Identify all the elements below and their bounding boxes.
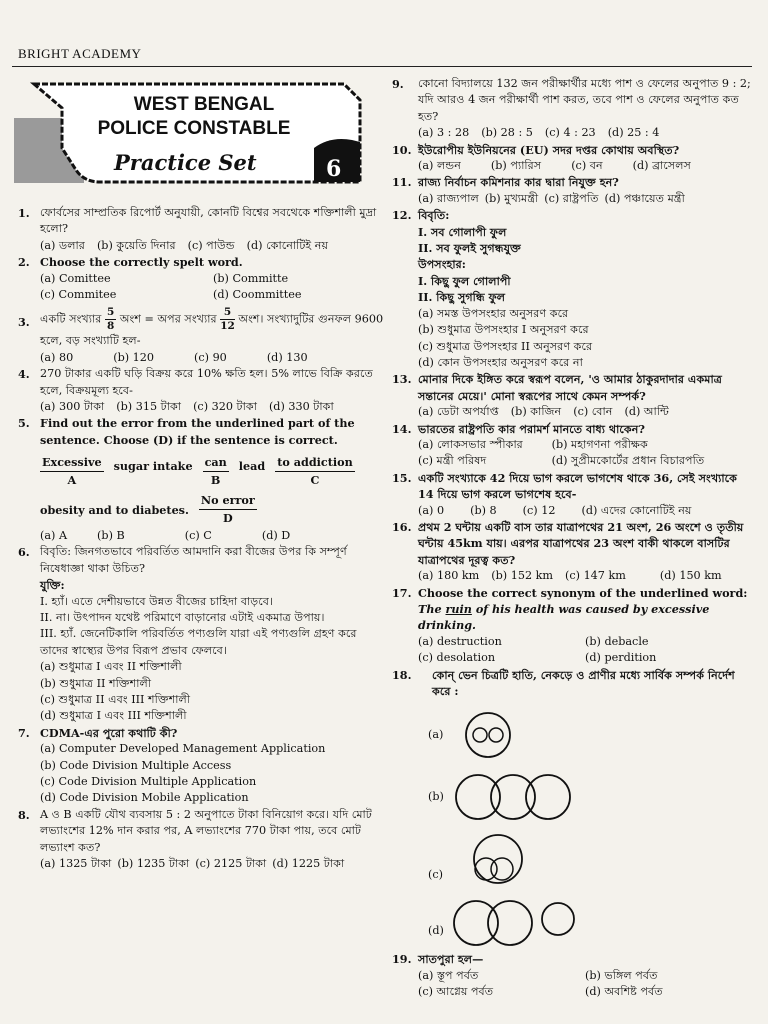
left-column [18, 205, 386, 872]
question-9: 9. কোনো বিদ্যালয়ে 132 জন পরীক্ষার্থীর মধ্যে পাশ ও ফেলের অনুপাত 9 : 2; যদি আরও 4 জন পরীক্ষার্থী পাশ করত, তবে পাশ ও ফেলের অনুপাত কত হত? (a) 3 : 28 (b) 28 : 5 (c) 4 : 23 (d) 25 : 4 [392, 76, 752, 142]
venn-option-c[interactable]: (c) [418, 827, 588, 889]
academy-header: BRIGHT ACADEMY [18, 46, 142, 61]
venn-diagram-c-icon [418, 827, 588, 889]
option-b[interactable]: (b) B [97, 528, 125, 542]
option-b[interactable]: (b) 120 [113, 350, 155, 364]
option-a[interactable]: (a) 80 [40, 350, 74, 364]
option-d[interactable]: (d) perdition [585, 651, 657, 665]
banner-line2: POLICE CONSTABLE [97, 118, 291, 139]
option-d[interactable]: (d) Code Division Mobile Application [40, 791, 249, 805]
option-a[interactable]: (a) ডেটা অপর্যাপ্ত [418, 405, 499, 419]
banner-frame [14, 78, 366, 188]
option-b[interactable]: (b) কাজিন [510, 405, 562, 419]
question-2: 2. Choose the correctly spelt word. (a) Comittee (b) Committe (c) Commitee (d) Coommittee [18, 254, 386, 303]
option-c[interactable]: (c) C [184, 528, 212, 542]
option-b[interactable]: (b) মুখ্যমন্ত্রী [484, 191, 539, 205]
option-d[interactable]: (d) 330 টাকা [268, 400, 334, 414]
option-b[interactable]: (b) 315 টাকা [116, 400, 182, 414]
option-a[interactable]: (a) 180 km [418, 569, 480, 583]
header-rule [12, 66, 752, 67]
option-c[interactable]: (c) 320 টাকা [193, 400, 257, 414]
option-a[interactable]: (a) ডলার [40, 238, 85, 252]
question-16: 16. প্রথম 2 ঘন্টায় একটি বাস তার যাত্রাপথের 21 অংশ, 26 অংশে ও তৃতীয় ঘন্টায় 45km যায়। এরপর যাত্রাপথের 23 অংশ বাকী থাকলে বাসটির যাত্রাপথের দূরত্ব কত? (a) 180 km (b) 152 km (c) 147 km (d) 150 km [392, 519, 752, 585]
question-1: 1. ফোর্বসের সাম্প্রতিক রিপোর্ট অনুযায়ী, কোনটি বিশ্বের সবথেকে শক্তিশালী মুদ্রা হলো? (a) ডলার (b) কুয়েতি দিনার (c) পাউন্ড (d) কোনোটিই নয় [18, 205, 386, 254]
option-b[interactable]: (b) শুধুমাত্র II শক্তিশালী [40, 676, 152, 690]
option-d[interactable]: (d) অবশিষ্ট পর্বত [585, 985, 663, 999]
question-17: 17. Choose the correct synonym of the underlined word: The ruin of his health was caused by excessive drinking. (a) destruction (b) debacle (c) desolation (d) perdition [392, 585, 752, 667]
option-a[interactable]: (a) শুধুমাত্র I এবং II শক্তিশালী [40, 660, 182, 674]
option-d[interactable]: (d) ব্রাসেলস [632, 159, 691, 173]
option-d[interactable]: (d) কোনোটিই নয় [246, 238, 329, 252]
option-c[interactable]: (c) শুধুমাত্র উপসংহার II অনুসরণ করে [418, 339, 593, 353]
option-a[interactable]: (a) 3 : 28 [418, 126, 470, 140]
option-d[interactable]: (d) পঞ্চায়েত মন্ত্রী [604, 191, 685, 205]
option-c[interactable]: (c) Code Division Multiple Application [40, 775, 257, 788]
option-d[interactable]: (d) এদের কোনোটিই নয় [581, 503, 692, 517]
option-a[interactable]: (a) A [40, 528, 68, 542]
option-b[interactable]: (b) debacle [585, 634, 649, 648]
option-a[interactable]: (a) 0 [418, 503, 445, 517]
option-c[interactable]: (c) 12 [522, 503, 556, 517]
option-d[interactable]: (d) Coommittee [213, 288, 302, 302]
option-c[interactable]: (c) বোন [573, 405, 613, 419]
set-number: 6 [326, 156, 342, 182]
option-c[interactable]: (c) 147 km [565, 569, 626, 583]
option-a[interactable]: (a) লন্ডন [418, 159, 461, 173]
title-banner [14, 78, 366, 188]
option-c[interactable]: (c) 2125 টাকা [195, 857, 267, 871]
option-d[interactable]: (d) আন্টি [624, 405, 669, 419]
option-a[interactable]: (a) লোকসভার স্পীকার [418, 437, 523, 451]
venn-options [418, 703, 752, 951]
question-3: 3. একটি সংখ্যার $\frac{5}{8}$ অংশ = অপর সংখ্যার $\frac{5}{12}$ অংশ। সংখ্যাদুটির গুনফল 9600 হলে, বড় সংখ্যাটি হল- (a) 80 (b) 120 (c) 90 (d) 130 [18, 306, 386, 366]
question-10: 10. ইউরোপীয় ইউনিয়নের (EU) সদর দপ্তর কোথায় অবস্থিত? (a) লন্ডন (b) প্যারিস (c) বন (d) ব্রাসেলস [392, 142, 752, 175]
option-a[interactable]: (a) রাজ্যপাল [418, 191, 479, 205]
question-5: 5. Find out the error from the underlined part of the sentence. Choose (D) if the sentence is correct. Excessive A sugar intake can B lead to addiction C obesity and to diabetes. No error D (a) A (b) B (c) C (d) D [18, 415, 386, 544]
option-b[interactable]: (b) শুধুমাত্র উপসংহার I অনুসরণ করে [418, 323, 589, 337]
option-b[interactable]: (b) ভঙ্গিল পর্বত [585, 968, 658, 982]
option-b[interactable]: (b) 8 [470, 503, 497, 517]
option-b[interactable]: (b) 1235 টাকা [117, 857, 190, 871]
option-d[interactable]: (d) 130 [266, 350, 308, 364]
banner-line1: WEST BENGAL [133, 94, 275, 115]
option-a[interactable]: (a) সমস্ত উপসংহার অনুসরণ করে [418, 306, 569, 320]
option-b[interactable]: (b) মহাগণনা পরীক্ষক [551, 437, 648, 451]
venn-option-a[interactable]: (a) [418, 703, 588, 765]
venn-option-d[interactable]: (d) [418, 889, 588, 951]
question-15: 15. একটি সংখ্যাকে 42 দিয়ে ভাগ করলে ভাগশেষ থাকে 36, সেই সংখ্যাকে 14 দিয়ে ভাগ করলে ভাগশেষ হবে- (a) 0 (b) 8 (c) 12 (d) এদের কোনোটিই নয় [392, 470, 752, 519]
option-c[interactable]: (c) desolation [418, 651, 496, 665]
option-c[interactable]: (c) 90 [194, 350, 227, 364]
option-c[interactable]: (c) রাষ্ট্রপতি [544, 191, 599, 205]
option-a[interactable]: (a) 300 টাকা [40, 400, 105, 414]
option-b[interactable]: (b) Code Division Multiple Access [40, 758, 232, 772]
question-13: 13. মোনার দিকে ইঙ্গিত করে স্বরূপ বলেন, 'ও আমার ঠাকুরদাদার একমাত্র সন্তানের মেয়ে।' মোনা স্বরূপের সাথে কেমন সম্পর্ক? (a) ডেটা অপর্যাপ্ত (b) কাজিন (c) বোন (d) আন্টি [392, 371, 752, 420]
option-c[interactable]: (c) পাউন্ড [187, 238, 235, 252]
fraction-1: $\frac{5}{8}$ [106, 306, 115, 333]
option-d[interactable]: (d) শুধুমাত্র I এবং III শক্তিশালী [40, 709, 187, 723]
question-19: 19. সাতপুরা হল— (a) স্তূপ পর্বত (b) ভঙ্গিল পর্বত (c) আগ্নেয় পর্বত (d) অবশিষ্ট পর্বত [392, 951, 752, 1000]
question-8: 8. A ও B একটি যৌথ ব্যবসায় 5 : 2 অনুপাতে টাকা বিনিয়োগ করে। যদি মোট লভ্যাংশের 12% দান করার পর, A লভ্যাংশের 770 টাকা পায়, তবে মোট লভ্যাংশ কত? (a) 1325 টাকা (b) 1235 টাকা (c) 2125 টাকা (d) 1225 টাকা [18, 807, 386, 873]
option-d[interactable]: (d) D [261, 528, 291, 542]
question-14: 14. ভারতের রাষ্ট্রপতি কার পরামর্শ মানতে বাধ্য থাকেন? (a) লোকসভার স্পীকার (b) মহাগণনা পরীক্ষক (c) মন্ত্রী পরিষদ (d) সুপ্রীমকোর্টের প্রধান বিচারপতি [392, 421, 752, 470]
option-c[interactable]: (c) আগ্নেয় পর্বত [418, 985, 494, 999]
option-a[interactable]: (a) Comittee [40, 271, 111, 285]
venn-option-b[interactable]: (b) [418, 765, 588, 827]
option-b[interactable]: (b) প্যারিস [490, 159, 542, 173]
option-a[interactable]: (a) Computer Developed Management Application [40, 742, 326, 756]
underlined-word: ruin [445, 602, 472, 616]
option-a[interactable]: (a) স্তূপ পর্বত [418, 968, 479, 982]
question-6: 6. বিবৃতি: জিনগতভাবে পরিবর্তিত আমদানি করা বীজের উপর কি সম্পূর্ণ নিষেধাজ্ঞা থাকা উচিত? যুক্তি: I. হ্যাঁ। এতে দেশীয়ভাবে উন্নত বীজের চাহিদা বাড়বে। II. না। উৎপাদন যথেষ্ট পরিমাণে বাড়ানোর এটাই একমাত্র উপায়। III. হ্যাঁ. জেনেটিকালি পরিবর্তিত পণ্যগুলি যারা এই পণ্যগুলি গ্রহণ করে তাদের স্বাস্থ্যের উপর বিরূপ প্রভাব ফেলবে। (a) শুধুমাত্র I এবং II শক্তিশালী (b) শুধুমাত্র II শক্তিশালী (c) শুধুমাত্র II এবং III শক্তিশালী (d) শুধুমাত্র I এবং III শক্তিশালী [18, 544, 386, 724]
option-a[interactable]: (a) 1325 টাকা [40, 857, 112, 871]
option-b[interactable]: (b) 28 : 5 [481, 126, 533, 140]
venn-diagram-d-icon [418, 889, 588, 951]
question-4: 4. 270 টাকার একটি ঘড়ি বিক্রয় করে 10% ক্ষতি হল। 5% লাভে বিক্রি করতে হলে, বিক্রয়মূল্য হবে- (a) 300 টাকা (b) 315 টাকা (c) 320 টাকা (d) 330 টাকা [18, 366, 386, 415]
option-c[interactable]: (c) শুধুমাত্র II এবং III শক্তিশালী [40, 692, 191, 706]
venn-diagram-a-icon [418, 703, 588, 765]
option-d[interactable]: (d) 1225 টাকা [272, 857, 345, 871]
option-b[interactable]: (b) Committe [213, 271, 289, 285]
option-d[interactable]: (d) 25 : 4 [607, 126, 660, 140]
question-12: 12. বিবৃতি: I. সব গোলাপী ফুল II. সব ফুলই সুগন্ধযুক্ত উপসংহার: I. কিছু ফুল গোলাপী II. কিছু সুগন্ধি ফুল (a) সমস্ত উপসংহার অনুসরণ করে (b) শুধুমাত্র উপসংহার I অনুসরণ করে (c) শুধুমাত্র উপসংহার II অনুসরণ করে (d) কোন উপসংহার অনুসরণ করে না [392, 207, 752, 371]
option-c[interactable]: (c) Commitee [40, 288, 117, 302]
practice-set-title: Practice Set [114, 150, 257, 175]
fraction-2: $\frac{5}{12}$ [220, 306, 235, 333]
option-c[interactable]: (c) বন [571, 159, 603, 173]
option-a[interactable]: (a) destruction [418, 634, 502, 648]
option-b[interactable]: (b) 152 km [491, 569, 554, 583]
question-7: 7. CDMA-এর পুরো কথাটি কী? (a) Computer Developed Management Application (b) Code Division Multiple Access (c) Code Division Multiple Application (d) Code Division Mobile Application [18, 725, 386, 807]
right-column [392, 76, 752, 1001]
option-d[interactable]: (d) 150 km [659, 569, 722, 583]
error-sentence: Excessive A sugar intake can B lead to addiction C [42, 455, 353, 487]
question-11: 11. রাজ্য নির্বাচন কমিশনার কার দ্বারা নিযুক্ত হন? (a) রাজ্যপাল (b) মুখ্যমন্ত্রী (c) রাষ্ট্রপতি (d) পঞ্চায়েত মন্ত্রী [392, 174, 752, 207]
option-d[interactable]: (d) সুপ্রীমকোর্টের প্রধান বিচারপতি [551, 454, 705, 468]
option-c[interactable]: (c) 4 : 23 [544, 126, 596, 140]
question-18: 18. কোন্ ভেন চিত্রটি হাতি, নেকড়ে ও প্রাণীর মধ্যে সার্বিক সম্পর্ক নির্দেশ করে : (a) (b) (c) (d) [392, 667, 752, 952]
option-d[interactable]: (d) কোন উপসংহার অনুসরণ করে না [418, 355, 583, 369]
option-b[interactable]: (b) কুয়েতি দিনার [96, 238, 176, 252]
option-c[interactable]: (c) মন্ত্রী পরিষদ [418, 454, 487, 468]
